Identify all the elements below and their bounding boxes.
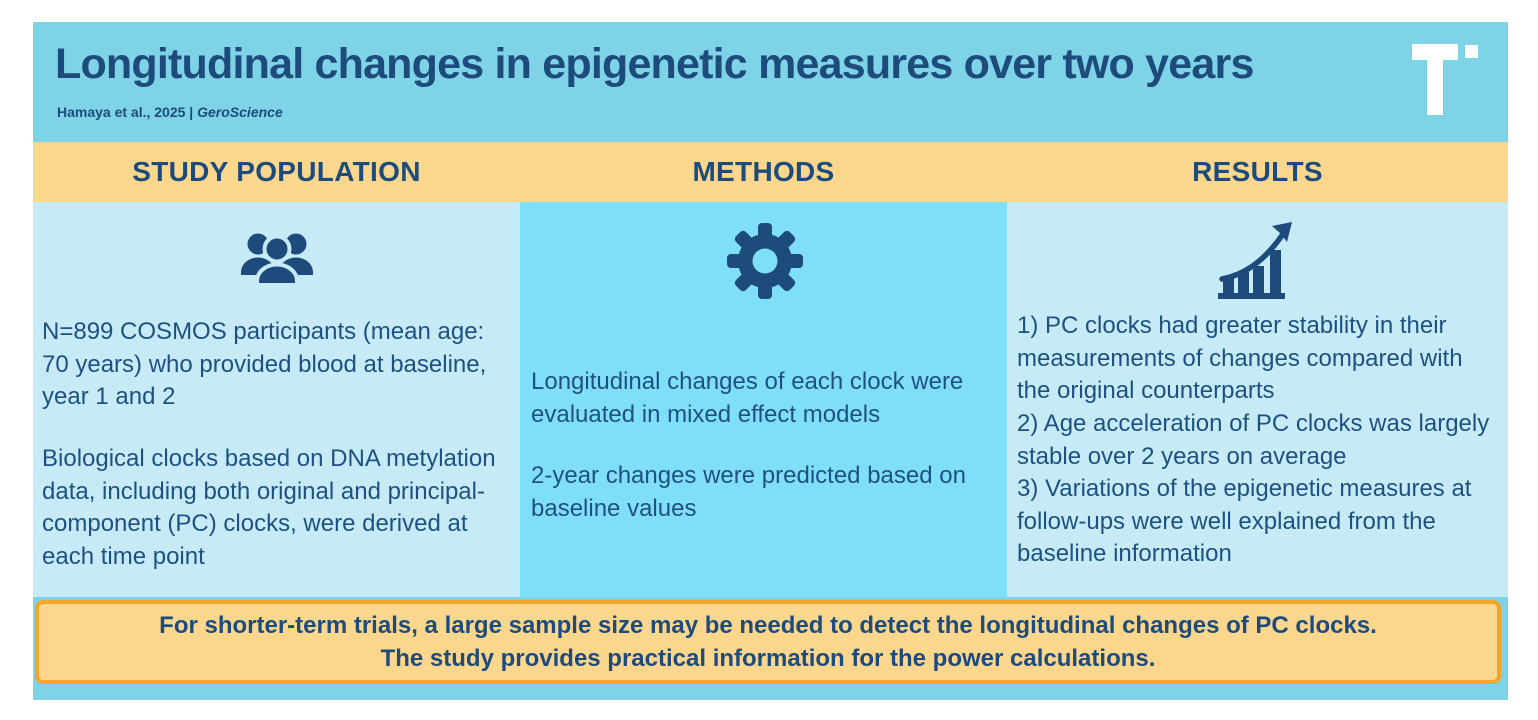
paragraph: 3) Variations of the epigenetic measures at follow-ups were well explained from the baseline information	[1017, 475, 1472, 568]
column-methods	[520, 202, 1007, 597]
column-results	[1007, 202, 1508, 597]
methods-text	[531, 366, 999, 526]
main-panel	[33, 22, 1508, 700]
footer-area	[33, 597, 1508, 700]
conclusion-box	[35, 600, 1501, 684]
paragraph: 1) PC clocks had greater stability in their measurements of changes compared with the original counterparts	[1017, 312, 1463, 405]
column-study-population	[33, 202, 520, 597]
t-logo-icon	[1412, 44, 1484, 118]
page-title: Longitudinal changes in epigenetic measures over two years	[55, 40, 1254, 88]
paragraph: Longitudinal changes of each clock were evaluated in mixed effect models	[531, 368, 964, 428]
citation-authors: Hamaya et al., 2025 |	[57, 104, 198, 120]
results-text	[1017, 310, 1500, 571]
conclusion-line-1: For shorter-term trials, a large sample size may be needed to detect the longitudinal changes of PC clocks.	[159, 611, 1377, 639]
header	[33, 22, 1508, 142]
column-header-study-population: STUDY POPULATION	[132, 156, 421, 187]
column-header-methods: METHODS	[692, 156, 835, 187]
citation	[57, 104, 283, 120]
gear-icon	[531, 220, 999, 302]
paragraph: 2) Age acceleration of PC clocks was largely stable over 2 years on average	[1017, 409, 1490, 470]
paragraph: Biological clocks based on DNA metylation data, including both original and principal-component (PC) clocks, were derived at each time point	[42, 444, 496, 570]
paragraph: N=899 COSMOS participants (mean age: 70 years) who provided blood at baseline, year 1 and 2	[42, 318, 487, 411]
citation-journal: GeroScience	[197, 104, 283, 120]
content-columns	[33, 202, 1508, 597]
paragraph: 2-year changes were predicted based on baseline values	[531, 462, 966, 522]
section-header-band	[33, 142, 1508, 202]
chart-increase-icon	[1017, 220, 1500, 302]
people-group-icon	[42, 220, 512, 302]
study-population-text	[42, 316, 512, 573]
conclusion-line-2: The study provides practical information for the power calculations.	[380, 645, 1156, 672]
column-header-results: RESULTS	[1192, 156, 1323, 187]
